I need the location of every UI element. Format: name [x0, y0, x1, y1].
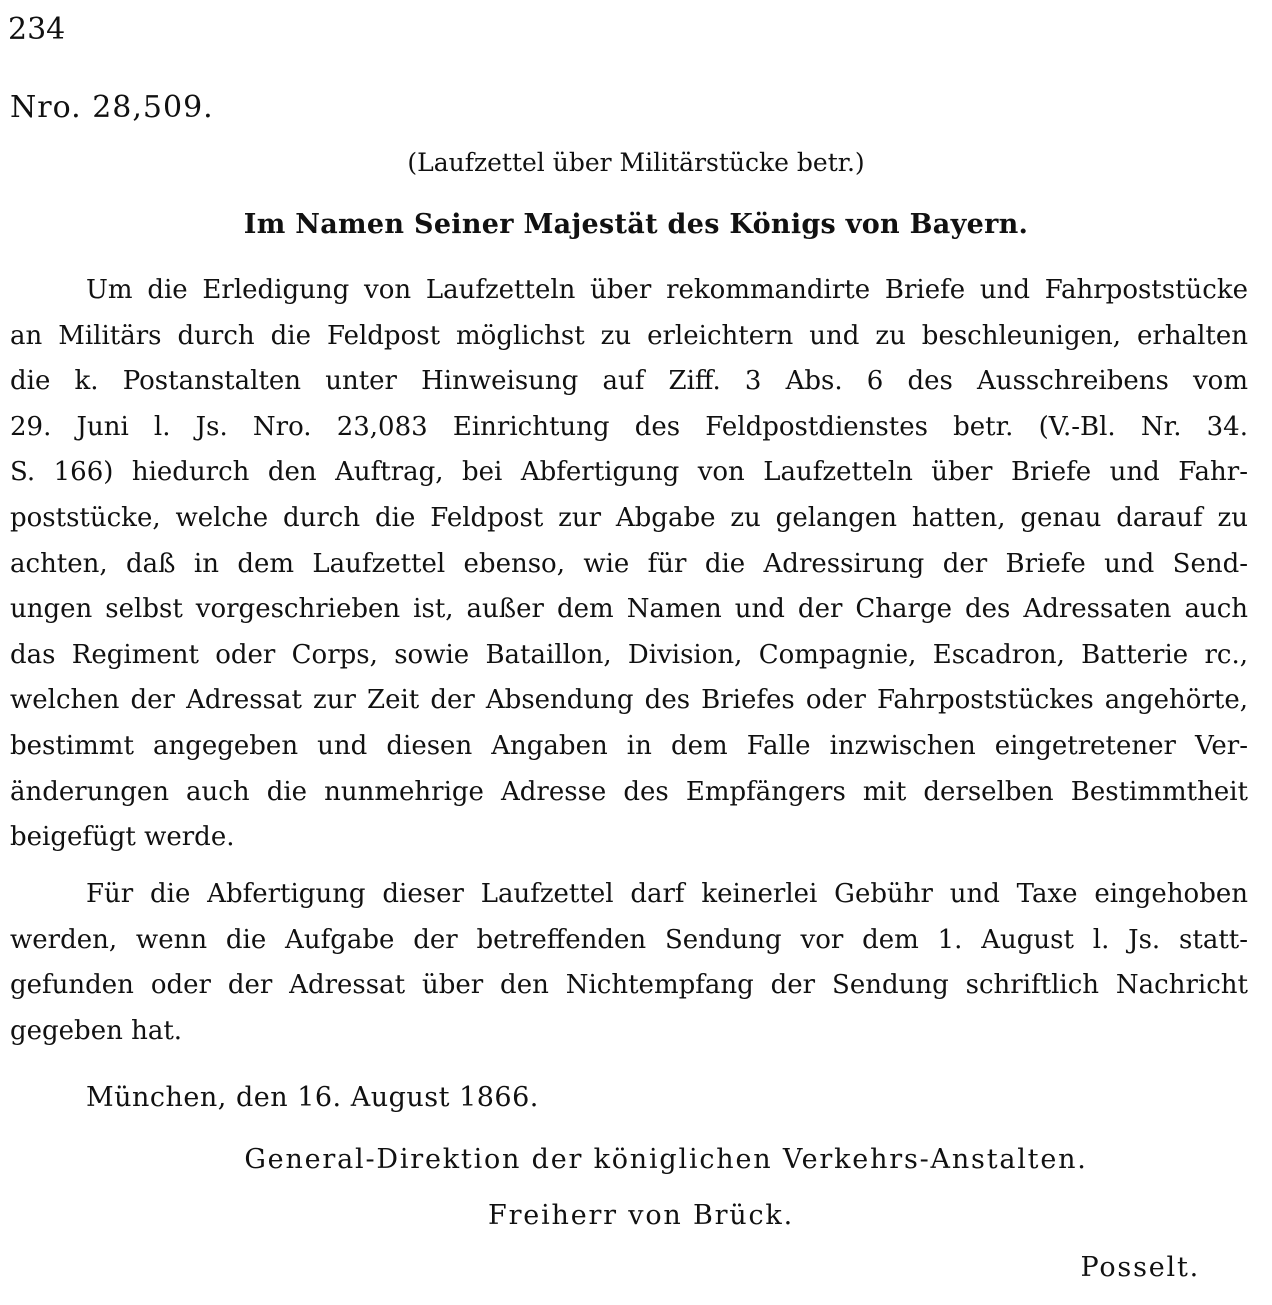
subject-line: (Laufzettel über Militärstücke betr.) — [407, 148, 865, 177]
text-line: poststücke, welche durch die Feldpost zur Abgabe zu gelangen hatten, genau darauf zu — [10, 502, 1248, 533]
text-line: beigefügt werde. — [10, 822, 235, 853]
signatory-primary: Freiherr von Brück. — [488, 1200, 794, 1231]
place-and-date: München, den 16. August 1866. — [86, 1082, 539, 1113]
document-heading: Im Namen Seiner Majestät des Königs von Bayern. — [243, 209, 1029, 240]
text-line: welchen der Adressat zur Zeit der Absendung des Briefes oder Fahrpoststückes angehörte, — [10, 685, 1248, 716]
text-line: an Militärs durch die Feldpost möglichst zu erleichtern und zu beschleunigen, erhalten — [10, 320, 1248, 351]
paragraph-1 — [10, 268, 1248, 861]
text-line: bestimmt angegeben und diesen Angaben in dem Falle inzwischen eingetretener Ver- — [10, 730, 1248, 761]
paragraph-2 — [10, 872, 1248, 1054]
page-number: 234 — [8, 12, 66, 47]
text-line: S. 166) hiedurch den Auftrag, bei Abfertigung von Laufzetteln über Briefe und Fahr- — [10, 457, 1248, 488]
text-line: 29. Juni l. Js. Nro. 23,083 Einrichtung des Feldpostdienstes betr. (V.-Bl. Nr. 34. — [10, 411, 1248, 442]
issuing-authority: General-Direktion der königlichen Verkehrs-Anstalten. — [244, 1144, 1088, 1175]
text-line: änderungen auch die nunmehrige Adresse des Empfängers mit derselben Bestimmtheit — [10, 776, 1248, 807]
text-line: gegeben hat. — [10, 1015, 183, 1046]
text-line: ungen selbst vorgeschrieben ist, außer dem Namen und der Charge des Adressaten auch — [10, 594, 1248, 625]
signatory-secondary: Posselt. — [1080, 1252, 1200, 1283]
text-line: achten, daß in dem Laufzettel ebenso, wie für die Adressirung der Briefe und Send- — [10, 548, 1248, 579]
text-line: Um die Erledigung von Laufzetteln über rekommandirte Briefe und Fahrpoststücke — [86, 275, 1248, 305]
text-line: Für die Abfertigung dieser Laufzettel darf keinerlei Gebühr und Taxe eingehoben — [86, 879, 1248, 909]
text-line: die k. Postanstalten unter Hinweisung auf Ziff. 3 Abs. 6 des Ausschreibens vom — [10, 366, 1248, 397]
text-line: gefunden oder der Adressat über den Nichtempfang der Sendung schriftlich Nachricht — [10, 970, 1248, 1001]
text-line: das Regiment oder Corps, sowie Bataillon, Division, Compagnie, Escadron, Batterie rc., — [10, 639, 1248, 670]
text-line: werden, wenn die Aufgabe der betreffenden Sendung vor dem 1. August l. Js. statt- — [10, 924, 1248, 955]
document-number: Nro. 28,509. — [10, 90, 214, 125]
